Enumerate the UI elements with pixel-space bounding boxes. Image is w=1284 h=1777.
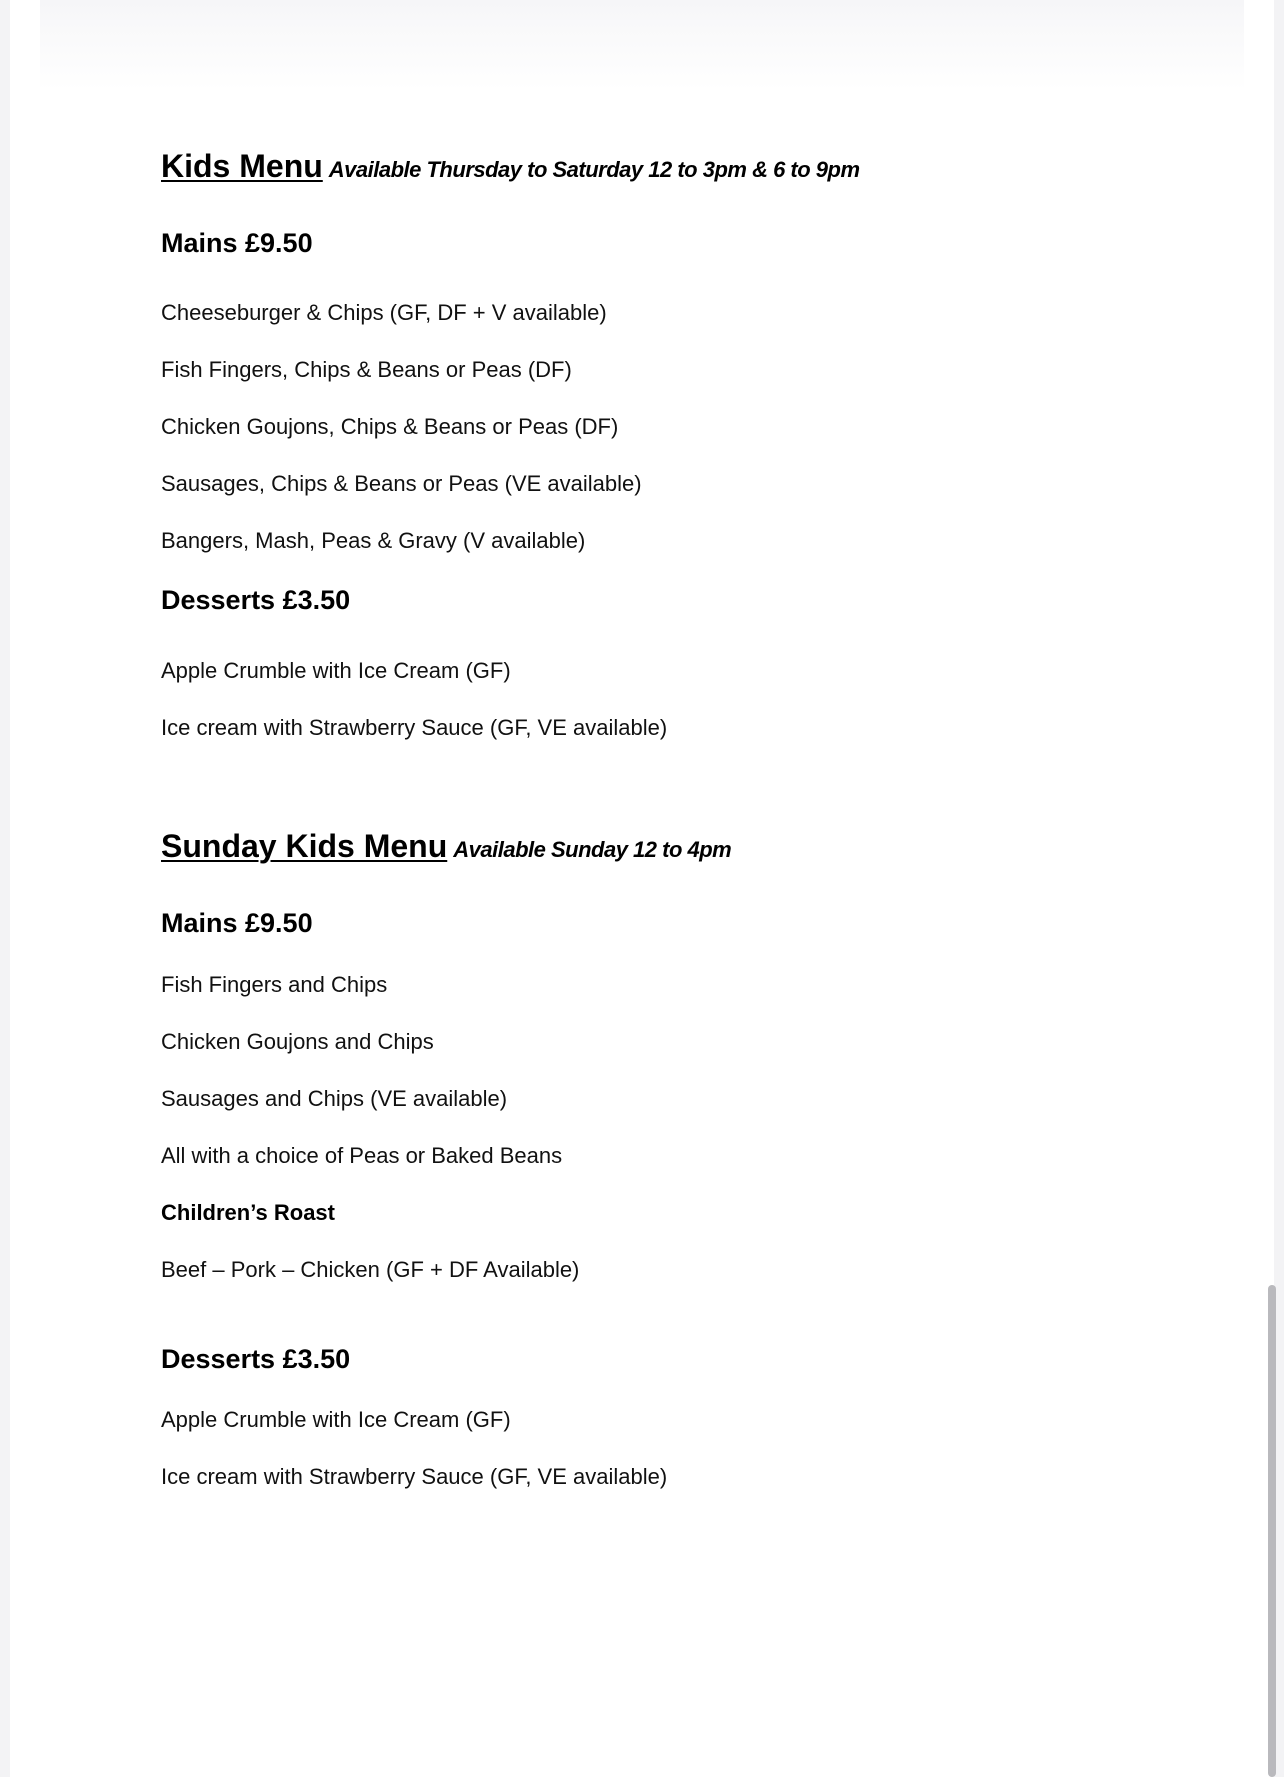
sunday-desserts-heading: Desserts £3.50 <box>161 1344 351 1374</box>
kids-dessert-item: Ice cream with Strawberry Sauce (GF, VE available) <box>161 715 668 740</box>
sunday-mains-heading: Mains £9.50 <box>161 908 313 938</box>
sunday-main-item: Fish Fingers and Chips <box>161 972 388 997</box>
kids-mains-heading: Mains £9.50 <box>161 228 313 258</box>
kids-menu-heading <box>161 148 860 185</box>
kids-main-item: Sausages, Chips & Beans or Peas (VE available) <box>161 471 642 496</box>
sunday-kids-menu-availability: Available Sunday 12 to 4pm <box>453 837 732 862</box>
sunday-dessert-item: Apple Crumble with Ice Cream (GF) <box>161 1407 511 1432</box>
sunday-main-item: All with a choice of Peas or Baked Beans <box>161 1143 563 1168</box>
sunday-main-item: Chicken Goujons and Chips <box>161 1029 434 1054</box>
kids-dessert-item: Apple Crumble with Ice Cream (GF) <box>161 658 511 683</box>
sunday-dessert-item: Ice cream with Strawberry Sauce (GF, VE available) <box>161 1464 668 1489</box>
sunday-kids-menu-heading <box>161 828 731 865</box>
childrens-roast-heading: Children’s Roast <box>161 1200 335 1225</box>
kids-main-item: Fish Fingers, Chips & Beans or Peas (DF) <box>161 357 572 382</box>
sunday-main-item: Sausages and Chips (VE available) <box>161 1086 508 1111</box>
kids-main-item: Cheeseburger & Chips (GF, DF + V available) <box>161 300 607 325</box>
page-top-shadow <box>40 0 1244 90</box>
document-page <box>10 0 1274 1777</box>
kids-menu-title: Kids Menu <box>161 148 323 184</box>
kids-desserts-heading: Desserts £3.50 <box>161 585 351 615</box>
childrens-roast-options: Beef – Pork – Chicken (GF + DF Available) <box>161 1257 580 1282</box>
kids-menu-availability: Available Thursday to Saturday 12 to 3pm & 6 to 9pm <box>328 157 860 182</box>
kids-main-item: Bangers, Mash, Peas & Gravy (V available) <box>161 528 586 553</box>
scrollbar-thumb[interactable] <box>1268 1285 1276 1777</box>
kids-main-item: Chicken Goujons, Chips & Beans or Peas (DF) <box>161 414 619 439</box>
sunday-kids-menu-title: Sunday Kids Menu <box>161 828 448 864</box>
